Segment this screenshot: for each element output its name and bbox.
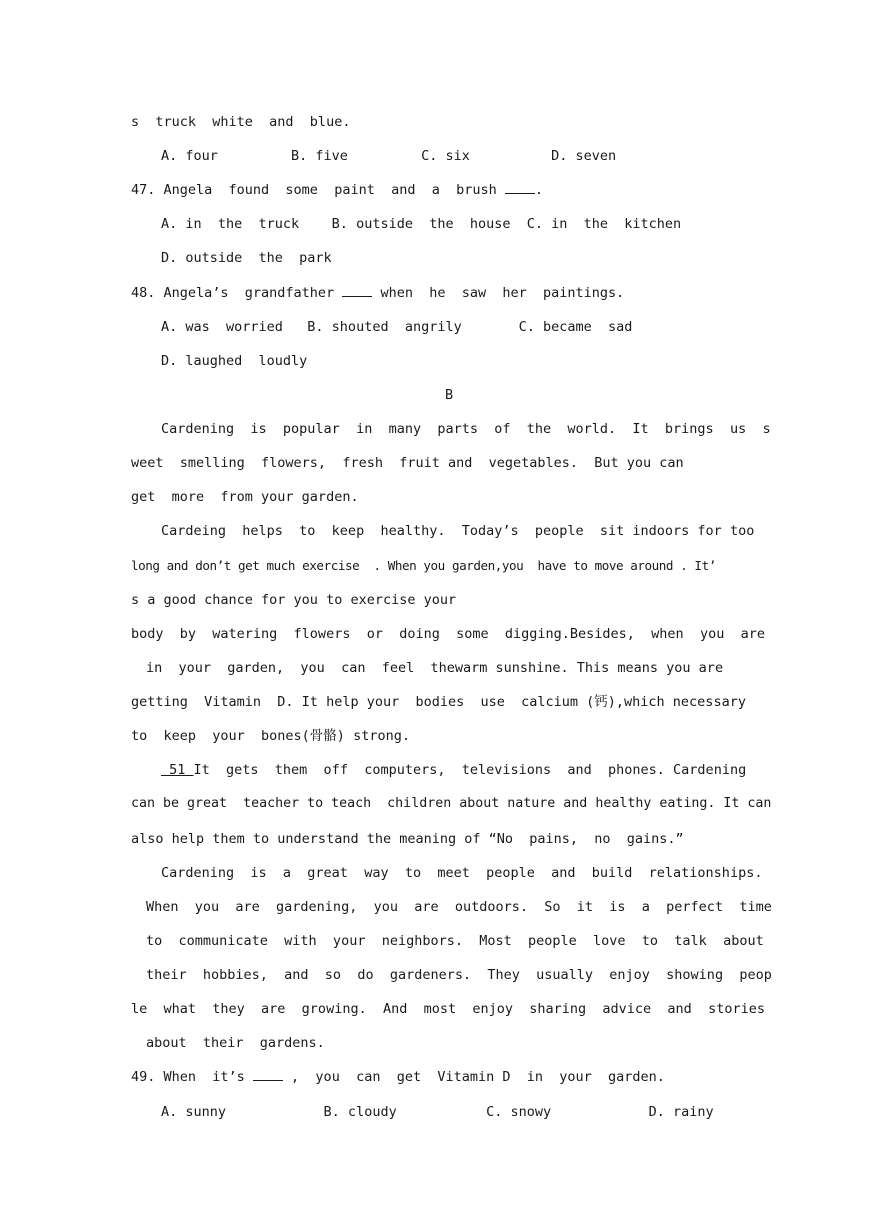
passage-line: can be great teacher to teach children about nature and healthy eating. It can [131,796,772,811]
answer-blank [505,181,535,194]
passage-line: le what they are growing. And most enjoy sharing advice and stories [131,1001,765,1017]
passage-line: in your garden, you can feel thewarm sunshine. This means you are [146,660,724,676]
question-47 [131,181,543,199]
text-line: s truck white and blue. [131,114,351,130]
passage-line: also help them to understand the meaning of “No pains, no gains.” [131,831,684,847]
blank-number-51: 51 [161,762,194,778]
question-text: 48. Angela’s grandfather [131,285,343,301]
options-line: A. in the truck B. outside the house C. in the kitchen [161,216,682,232]
passage-text: It gets them off computers, televisions and phones. Cardening [193,762,747,778]
passage-line: their hobbies, and so do gardeners. They usually enjoy showing peop [146,967,772,983]
passage-line: weet smelling flowers, fresh fruit and vegetables. But you can [131,455,684,471]
passage-line: Cardeing helps to keep healthy. Today’s people sit indoors for too [161,523,755,539]
passage-line: Cardening is popular in many parts of the world. It brings us s [161,421,771,437]
options-line: A. sunny B. cloudy C. snowy D. rainy [161,1104,714,1120]
passage-line: getting Vitamin D. It help your bodies use calcium (钙),which necessary [131,694,746,710]
passage-line: s a good chance for you to exercise your [131,592,457,608]
passage-line: get more from your garden. [131,489,359,505]
question-text-end: , you can get Vitamin D in your garden. [282,1069,665,1085]
passage-line-51 [161,761,746,779]
passage-line: Cardening is a great way to meet people and build relationships. [161,865,763,881]
question-49 [131,1068,665,1086]
answer-blank [342,284,372,297]
question-text-end: . [534,182,544,198]
passage-line: When you are gardening, you are outdoors. So it is a perfect time [146,899,772,915]
answer-blank [253,1068,283,1081]
options-line: A. was worried B. shouted angrily C. became sad [161,319,633,335]
options-line: D. outside the park [161,250,332,266]
passage-line: long and don’t get much exercise . When you garden,you have to move around . It’ [131,558,716,573]
passage-line: to communicate with your neighbors. Most people love to talk about [146,933,764,949]
passage-line: body by watering flowers or doing some digging.Besides, when you are [131,626,765,642]
section-heading: B [445,387,454,403]
options-line: A. four B. five C. six D. seven [161,148,617,164]
passage-line: about their gardens. [146,1035,325,1051]
question-48 [131,284,624,302]
options-line: D. laughed loudly [161,353,308,369]
question-text-end: when he saw her paintings. [372,285,625,301]
passage-line: to keep your bones(骨骼) strong. [131,728,410,744]
question-text: 47. Angela found some paint and a brush [131,182,505,198]
question-text: 49. When it’s [131,1069,253,1085]
